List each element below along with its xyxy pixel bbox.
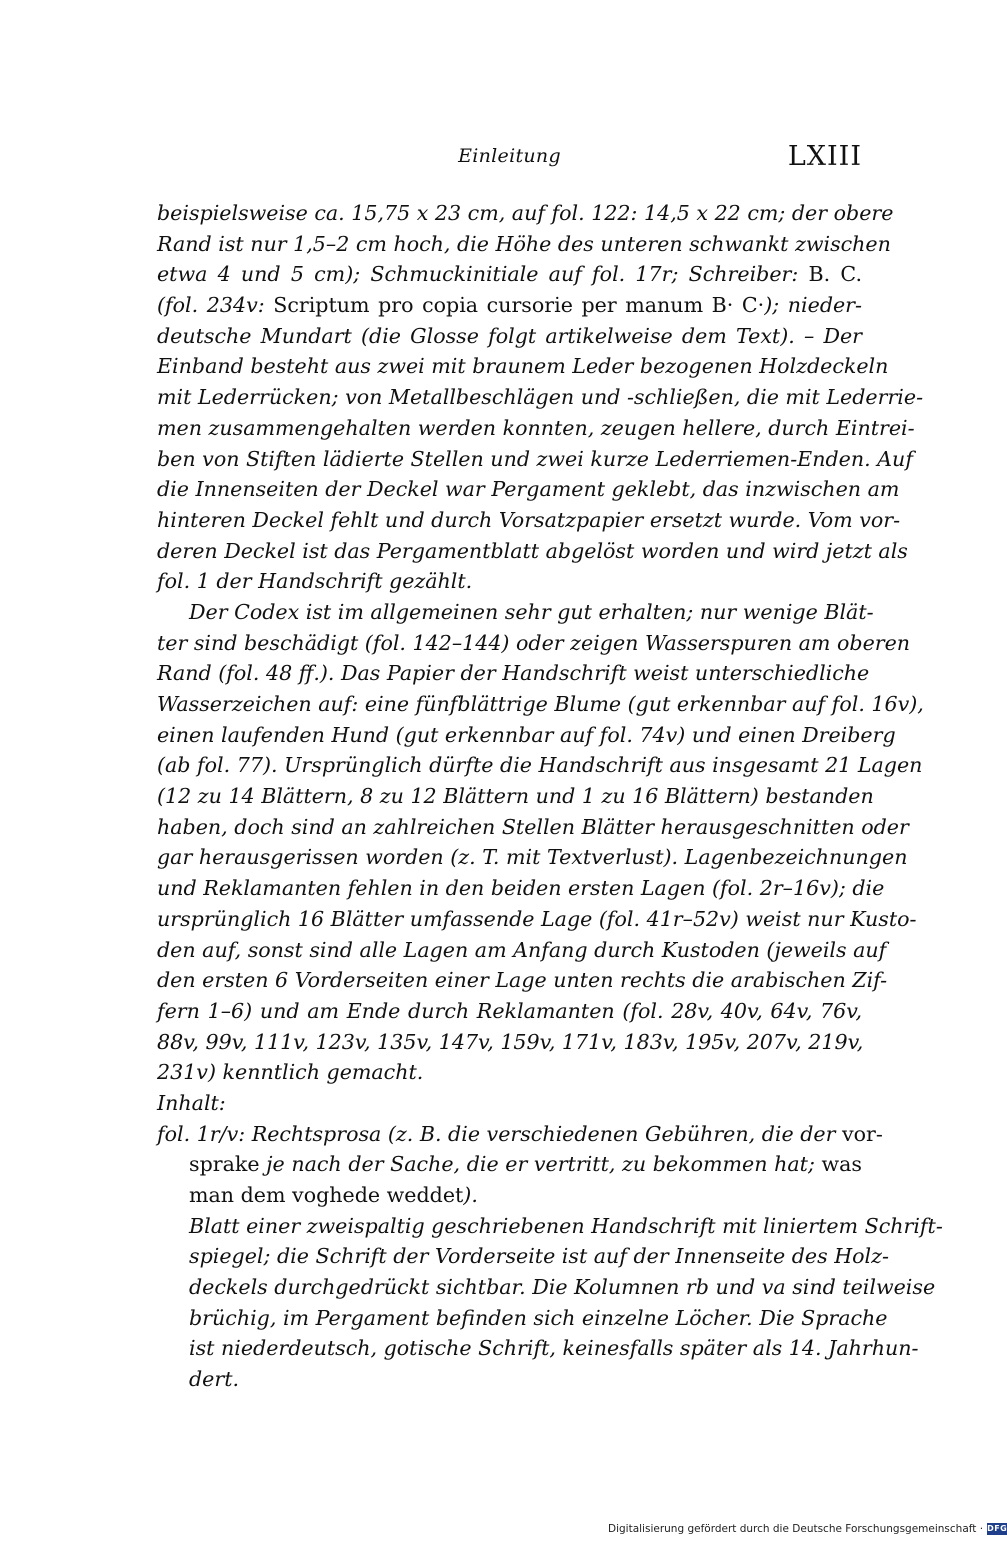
italic-text-segment: 231v) kenntlich gemacht. xyxy=(157,1060,424,1085)
italic-text-segment: Der Codex ist im allgemeinen sehr gut erhalten; nur wenige Blät- xyxy=(189,599,874,624)
text-line xyxy=(157,290,862,321)
text-line xyxy=(157,474,900,505)
running-head xyxy=(157,141,862,181)
text-line xyxy=(157,750,923,781)
text-line xyxy=(157,1303,888,1334)
upright-text-segment: Scriptum pro copia cursorie per manum B· C· xyxy=(273,293,765,318)
italic-text-segment: mit Lederrücken; von Metallbeschlägen und -schließen, die mit Lederrie- xyxy=(157,385,924,410)
text-line xyxy=(157,1119,883,1150)
text-line xyxy=(157,351,889,382)
text-line xyxy=(157,444,913,475)
text-line xyxy=(157,904,917,935)
text-line xyxy=(157,1211,943,1242)
italic-text-segment: ben von Stiften lädierte Stellen und zwei kurze Lederriemen-Enden. Auf xyxy=(157,446,913,471)
italic-text-segment: brüchig, im Pergament befinden sich einzelne Löcher. Die Sprache xyxy=(189,1305,888,1330)
text-line xyxy=(157,1057,862,1088)
italic-text-segment: gar herausgerissen worden (z. T. mit Textverlust). Lagenbezeichnungen xyxy=(157,845,908,870)
italic-text-segment: ter sind beschädigt (fol. 142–144) oder zeigen Wasserspuren am oberen xyxy=(157,630,911,655)
text-line xyxy=(157,628,911,659)
italic-text-segment: fol. 1 der Handschrift gezählt. xyxy=(157,569,473,594)
italic-text-segment: (fol. 234v: xyxy=(157,293,274,318)
italic-text-segment: deckels durchgedrückt sichtbar. Die Kolumnen rb und va sind teilweise xyxy=(189,1275,936,1300)
text-line xyxy=(157,229,891,260)
text-line xyxy=(157,658,870,689)
text-line xyxy=(157,1149,862,1180)
upright-text-segment: sprake xyxy=(189,1152,260,1177)
text-line xyxy=(157,689,924,720)
italic-text-segment: je nach der Sache, die er vertritt, zu bekommen hat; xyxy=(259,1152,822,1177)
text-line xyxy=(157,1272,936,1303)
italic-text-segment: spiegel; die Schrift der Vorderseite ist auf der Innenseite des Holz- xyxy=(189,1244,889,1269)
text-line xyxy=(157,812,909,843)
italic-text-segment: (ab fol. 77). Ursprünglich dürfte die Handschrift aus insgesamt 21 Lagen xyxy=(157,753,923,778)
text-line xyxy=(157,1364,862,1395)
text-line xyxy=(157,965,888,996)
italic-text-segment: etwa 4 und 5 cm); Schmuckinitiale auf fol. 17r; Schreiber: xyxy=(157,262,809,287)
text-line xyxy=(157,873,885,904)
text-line xyxy=(157,781,874,812)
text-line xyxy=(157,1333,919,1364)
italic-text-segment: 88v, 99v, 111v, 123v, 135v, 147v, 159v, 171v, 183v, 195v, 207v, 219v, xyxy=(157,1029,864,1054)
upright-text-segment: was xyxy=(821,1152,862,1177)
italic-text-segment: fol. 1r/v: Rechtsprosa (z. B. die verschiedenen Gebühren, die der xyxy=(157,1121,842,1146)
text-line xyxy=(157,566,862,597)
italic-text-segment: fern 1–6) und am Ende durch Reklamanten (fol. 28v, 40v, 64v, 76v, xyxy=(157,998,862,1023)
text-line xyxy=(157,1027,862,1058)
text-line xyxy=(157,198,894,229)
italic-text-segment: Rand ist nur 1,5–2 cm hoch, die Höhe des unteren schwankt zwischen xyxy=(157,231,891,256)
text-line xyxy=(157,996,862,1027)
italic-text-segment: deutsche Mundart (die Glosse folgt artikelweise dem Text). – Der xyxy=(157,323,862,348)
text-line xyxy=(157,597,874,628)
italic-text-segment: Inhalt: xyxy=(157,1090,226,1115)
credit-text: Digitalisierung gefördert durch die Deutsche Forschungsgemeinschaft · xyxy=(608,1523,984,1535)
upright-text-segment: man dem voghede weddet xyxy=(189,1183,464,1207)
text-line xyxy=(157,720,896,751)
text-line xyxy=(157,1088,862,1119)
text-line xyxy=(157,382,924,413)
text-line xyxy=(157,1241,889,1272)
italic-text-segment: beispielsweise ca. 15,75 x 23 cm, auf fol. 122: 14,5 x 22 cm; der obere xyxy=(157,201,894,225)
italic-text-segment: Wasserzeichen auf: eine fünfblättrige Blume (gut erkennbar auf fol. 16v), xyxy=(157,692,924,716)
italic-text-segment: einen laufenden Hund (gut erkennbar auf fol. 74v) und einen Dreiberg xyxy=(157,722,896,747)
italic-text-segment: ). xyxy=(463,1183,478,1207)
text-line xyxy=(157,259,862,290)
italic-text-segment: deren Deckel ist das Pergamentblatt abgelöst worden und wird jetzt als xyxy=(157,538,908,563)
text-line xyxy=(157,536,908,567)
italic-text-segment: haben, doch sind an zahlreichen Stellen Blätter herausgeschnitten oder xyxy=(157,814,909,839)
italic-text-segment: den auf, sonst sind alle Lagen am Anfang durch Kustoden (jeweils auf xyxy=(157,937,887,962)
italic-text-segment: ist niederdeutsch, gotische Schrift, keinesfalls später als 14. Jahrhun- xyxy=(189,1336,919,1361)
text-line xyxy=(157,935,887,966)
italic-text-segment: die Innenseiten der Deckel war Pergament geklebt, das inzwischen am xyxy=(157,477,900,502)
digitization-credit xyxy=(608,1521,1007,1537)
italic-text-segment: Rand (fol. 48 ff.). Das Papier der Handschrift weist unterschiedliche xyxy=(157,661,870,686)
italic-text-segment: Einband besteht aus zwei mit braunem Leder bezogenen Holzdeckeln xyxy=(157,354,889,379)
upright-text-segment: B. C. xyxy=(808,262,862,287)
running-title: Einleitung xyxy=(458,145,561,167)
page-number: LXIII xyxy=(787,141,862,172)
body-text xyxy=(157,198,943,1395)
text-line xyxy=(157,1180,862,1211)
dfg-logo: DFG xyxy=(987,1524,1007,1533)
upright-text-segment: vor- xyxy=(842,1121,883,1146)
italic-text-segment: (12 zu 14 Blättern, 8 zu 12 Blättern und 1 zu 16 Blättern) bestanden xyxy=(157,784,874,809)
italic-text-segment: den ersten 6 Vorderseiten einer Lage unten rechts die arabischen Zif- xyxy=(157,968,888,993)
text-line xyxy=(157,505,901,536)
text-line xyxy=(157,842,908,873)
italic-text-segment: ursprünglich 16 Blätter umfassende Lage (fol. 41r–52v) weist nur Kusto- xyxy=(157,906,917,931)
text-line xyxy=(157,321,862,352)
italic-text-segment: hinteren Deckel fehlt und durch Vorsatzpapier ersetzt wurde. Vom vor- xyxy=(157,507,901,532)
italic-text-segment: men zusammengehalten werden konnten, zeugen hellere, durch Eintrei- xyxy=(157,415,915,440)
italic-text-segment: und Reklamanten fehlen in den beiden ersten Lagen (fol. 2r–16v); die xyxy=(157,876,885,901)
italic-text-segment: Blatt einer zweispaltig geschriebenen Handschrift mit liniertem Schrift- xyxy=(189,1213,943,1238)
italic-text-segment: dert. xyxy=(189,1367,240,1392)
italic-text-segment: ); nieder- xyxy=(764,293,862,318)
text-line xyxy=(157,413,915,444)
